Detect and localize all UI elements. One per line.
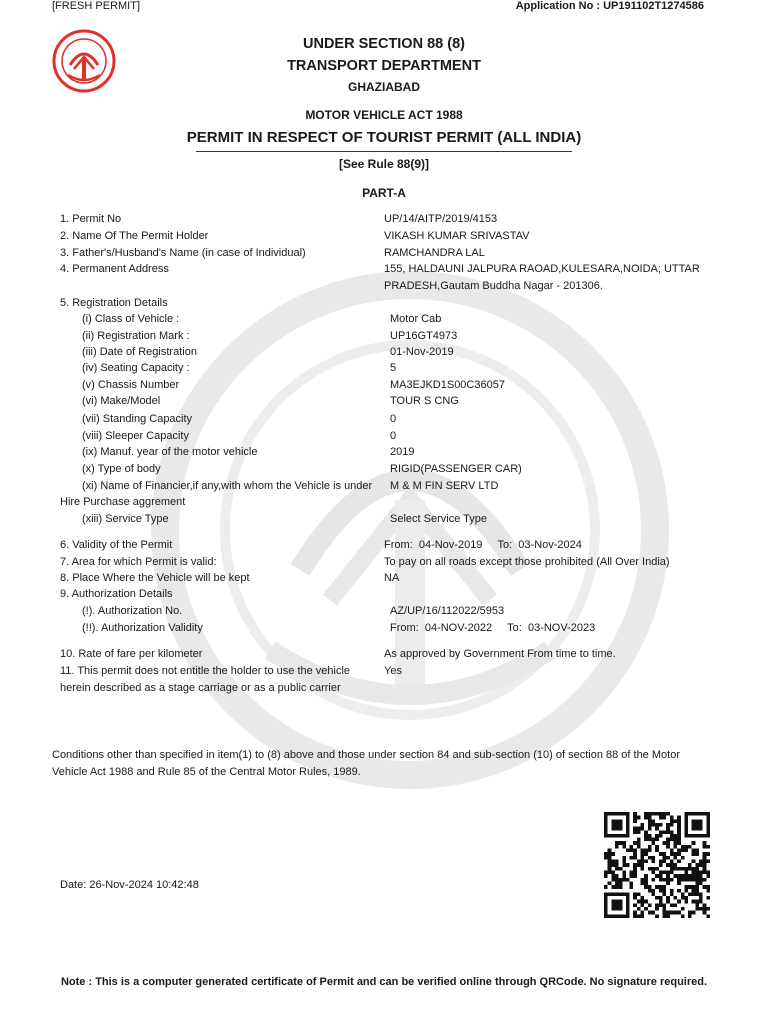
permit-title: PERMIT IN RESPECT OF TOURIST PERMIT (ALL INDIA) xyxy=(186,129,582,146)
permit-no-value: UP/14/AITP/2019/4153 xyxy=(384,213,498,225)
service-value: Select Service Type xyxy=(390,513,488,525)
standing-label: (vii) Standing Capacity xyxy=(82,413,193,425)
chassis-label: (v) Chassis Number xyxy=(82,379,180,391)
application-number: Application No : UP191102T1274586 xyxy=(515,0,704,12)
manuf-value: 2019 xyxy=(390,446,415,458)
place-value: NA xyxy=(384,572,400,584)
title-rule: [See Rule 88(9)] xyxy=(338,157,430,171)
reg-date-label: (iii) Date of Registration xyxy=(82,346,197,358)
validity-label: 6. Validity of the Permit xyxy=(60,539,173,551)
reg-mark-value: UP16GT4973 xyxy=(390,330,458,342)
fare-label: 10. Rate of fare per kilometer xyxy=(60,648,203,660)
verification-note: Note : This is a computer generated certificate of Permit and can be verified online through QRCode. No signature required. xyxy=(60,976,708,988)
class-value: Motor Cab xyxy=(390,313,442,325)
holder-label: 2. Name Of The Permit Holder xyxy=(60,230,209,242)
seating-value: 5 xyxy=(390,362,397,374)
permit-no-label: 1. Permit No xyxy=(60,213,122,225)
reg-date-value: 01-Nov-2019 xyxy=(390,346,454,358)
auth-no-value: AZ/UP/16/112022/5953 xyxy=(390,605,505,617)
stage-value: Yes xyxy=(384,665,402,677)
auth-validity-value: From: 04-NOV-2022 To: 03-NOV-2023 xyxy=(390,622,596,634)
address-value-line1: 155, HALDAUNI JALPURA RAOAD,KULESARA,NOIDA; UTTAR xyxy=(384,263,700,275)
financier-label: (xi) Name of Financier,if any,with whom the Vehicle is under xyxy=(82,480,373,492)
auth-no-label: (!). Authorization No. xyxy=(82,605,183,617)
address-value-line2: PRADESH,Gautam Buddha Nagar - 201306. xyxy=(384,280,603,292)
make-label: (vi) Make/Model xyxy=(82,395,161,407)
standing-value: 0 xyxy=(390,413,397,425)
seating-label: (iv) Seating Capacity : xyxy=(82,362,190,374)
title-divider xyxy=(196,151,572,152)
part-heading: PART-A xyxy=(362,186,406,200)
title-section: UNDER SECTION 88 (8) xyxy=(303,36,465,52)
class-label: (i) Class of Vehicle : xyxy=(82,313,180,325)
stage-label: 11. This permit does not entitle the holder to use the vehicle xyxy=(60,665,351,677)
title-city: GHAZIABAD xyxy=(348,80,420,94)
auth-validity-label: (!!). Authorization Validity xyxy=(82,622,203,634)
sleeper-label: (viii) Sleeper Capacity xyxy=(82,430,189,442)
stage-label-cont: herein described as a stage carriage or as a public carrier xyxy=(60,682,341,694)
father-label: 3. Father's/Husband's Name (in case of Individual) xyxy=(60,247,306,259)
title-department: TRANSPORT DEPARTMENT xyxy=(287,58,481,74)
validity-value: From: 04-Nov-2019 To: 03-Nov-2024 xyxy=(384,539,582,551)
holder-value: VIKASH KUMAR SRIVASTAV xyxy=(384,230,530,242)
sleeper-value: 0 xyxy=(390,430,397,442)
qr-code-icon[interactable] xyxy=(604,812,710,918)
place-label: 8. Place Where the Vehicle will be kept xyxy=(60,572,250,584)
issue-date: Date: 26-Nov-2024 10:42:48 xyxy=(60,879,199,891)
reg-mark-label: (ii) Registration Mark : xyxy=(82,330,190,342)
conditions-paragraph: Conditions other than specified in item(1) to (8) above and those under section 84 and sub-section (10) of section 88 of the Motor Vehicle Act 1988 and Rule 85 of the Central Motor Rules, 1989. xyxy=(52,749,680,778)
address-label: 4. Permanent Address xyxy=(60,263,169,275)
body-value: RIGID(PASSENGER CAR) xyxy=(390,463,522,475)
auth-label: 9. Authorization Details xyxy=(60,588,173,600)
chassis-value: MA3EJKD1S00C36057 xyxy=(390,379,505,391)
service-label: (xiii) Service Type xyxy=(82,513,169,525)
body-label: (x) Type of body xyxy=(82,463,161,475)
registration-label: 5. Registration Details xyxy=(60,297,168,309)
father-value: RAMCHANDRA LAL xyxy=(384,247,485,259)
permit-type: [FRESH PERMIT] xyxy=(52,0,141,12)
area-label: 7. Area for which Permit is valid: xyxy=(60,556,217,568)
financier-label-cont: Hire Purchase aggrement xyxy=(60,496,186,508)
title-act: MOTOR VEHICLE ACT 1988 xyxy=(305,108,463,122)
financier-value: M & M FIN SERV LTD xyxy=(390,480,499,492)
fare-value: As approved by Government From time to time. xyxy=(384,648,616,660)
make-value: TOUR S CNG xyxy=(390,395,459,407)
manuf-label: (ix) Manuf. year of the motor vehicle xyxy=(82,446,258,458)
area-value: To pay on all roads except those prohibited (All Over India) xyxy=(384,556,670,568)
